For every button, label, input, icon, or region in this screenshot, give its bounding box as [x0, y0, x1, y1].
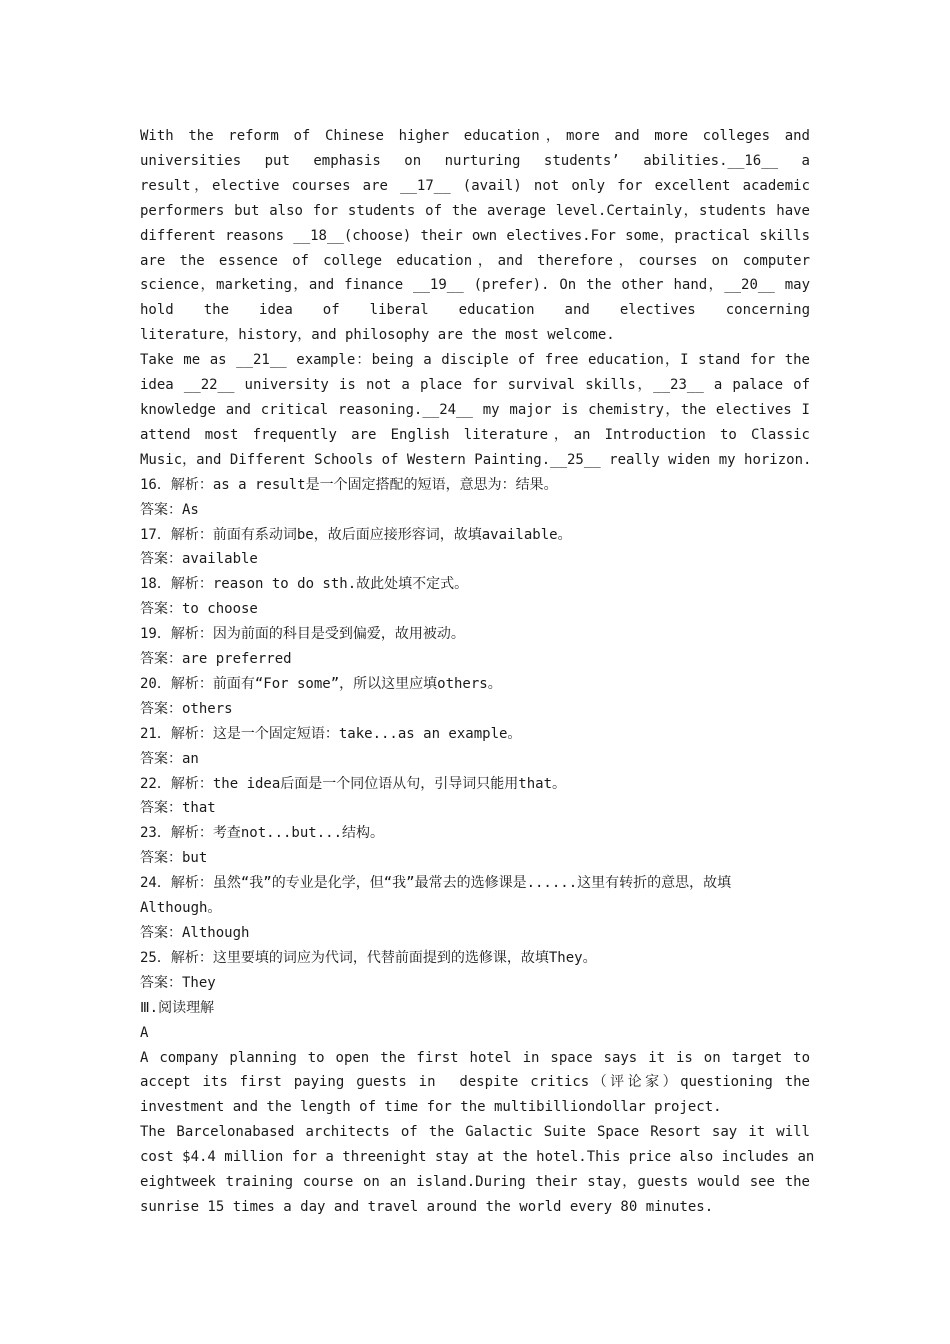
explanation-20: 20．解析：前面有“For some”，所以这里应填others。: [140, 675, 502, 692]
reading-paragraph-1: [140, 1046, 810, 1121]
answer-22: 答案：that: [140, 800, 216, 817]
explanation-22: 22．解析：the idea后面是一个同位语从句，引导词只能用that。: [140, 775, 567, 792]
text-line: performers but also for students of the average level.Certainly，students have: [140, 202, 810, 219]
text-line: sunrise 15 times a day and travel around the world every 80 minutes.: [140, 1198, 714, 1215]
text-line: Music，and Different Schools of Western Painting.__25__ really widen my horizon.: [140, 451, 812, 468]
text-line: eightweek training course on an island.During their stay，guests would see the: [140, 1174, 810, 1191]
text-line: are the essence of college education，and therefore，courses on computer: [140, 252, 810, 269]
section-title: Ⅲ.阅读理解: [140, 999, 215, 1016]
text-line: hold the idea of liberal education and electives concerning: [140, 302, 810, 319]
answer-24: 答案：Although: [140, 925, 250, 941]
text-line: universities put emphasis on nurturing students’ abilities.__16__ a: [140, 152, 810, 169]
text-line: A company planning to open the first hotel in space says it is on target to: [140, 1049, 810, 1066]
text-line: investment and the length of time for the multibilliondollar project.: [140, 1099, 722, 1116]
answer-17: 答案：available: [140, 551, 258, 568]
text-line: attend most frequently are English literature，an Introduction to Classic: [140, 426, 810, 443]
text-line: Take me as __21__ example：being a disciple of free education，I stand for the: [140, 352, 810, 369]
passage-label: A: [140, 1024, 149, 1041]
text-line: literature，history，and philosophy are the most welcome.: [140, 327, 615, 344]
explanation-18: 18．解析：reason to do sth.故此处填不定式。: [140, 576, 469, 593]
cloze-paragraph-2: [140, 348, 810, 473]
answer-21: 答案：an: [140, 750, 199, 767]
answer-19: 答案：are preferred: [140, 651, 292, 668]
text-line: different reasons __18__(choose) their own electives.For some，practical skills: [140, 227, 810, 244]
explanation-24: 24．解析：虽然“我”的专业是化学，但“我”最常去的选修课是......这里有转折的意思，故填: [140, 875, 732, 892]
answer-18: 答案：to choose: [140, 601, 258, 618]
text-line: knowledge and critical reasoning.__24__ my major is chemistry，the electives I: [140, 401, 810, 418]
answer-20: 答案：others: [140, 700, 233, 717]
text-line: result，elective courses are __17__ (avail) not only for excellent academic: [140, 177, 810, 194]
text-line: The Barcelonabased architects of the Galactic Suite Space Resort say it will: [140, 1124, 810, 1141]
text-line: idea __22__ university is not a place for survival skills，__23__ a palace of: [140, 377, 810, 394]
explanation-21: 21．解析：这是一个固定短语：take...as an example。: [140, 725, 522, 742]
text-line: accept its first paying guests in despite critics（评论家）questioning the: [140, 1074, 810, 1091]
explanation-24-cont: Although。: [140, 900, 222, 917]
answer-23: 答案：but: [140, 850, 208, 867]
cloze-paragraph-1: [140, 124, 810, 348]
text-line: With the reform of Chinese higher education，more and more colleges and: [140, 128, 810, 144]
explanation-23: 23．解析：考查not...but...结构。: [140, 825, 385, 842]
explanation-19: 19．解析：因为前面的科目是受到偏爱，故用被动。: [140, 626, 465, 643]
answer-25: 答案：They: [140, 974, 216, 991]
explanation-16: 16．解析：as a result是一个固定搭配的短语，意思为：结果。: [140, 476, 558, 493]
text-line: cost $4.4 million for a threenight stay at the hotel.This price also includes an: [140, 1149, 815, 1166]
answer-16: 答案：As: [140, 501, 199, 518]
answer-explanations: [140, 473, 810, 996]
text-line: science，marketing，and finance __19__ (prefer). On the other hand，__20__ may: [140, 277, 810, 294]
explanation-17: 17．解析：前面有系动词be，故后面应接形容词，故填available。: [140, 526, 572, 543]
explanation-25: 25．解析：这里要填的词应为代词，代替前面提到的选修课，故填They。: [140, 949, 597, 966]
reading-paragraph-2: [140, 1120, 815, 1220]
document-page: [140, 124, 815, 1220]
